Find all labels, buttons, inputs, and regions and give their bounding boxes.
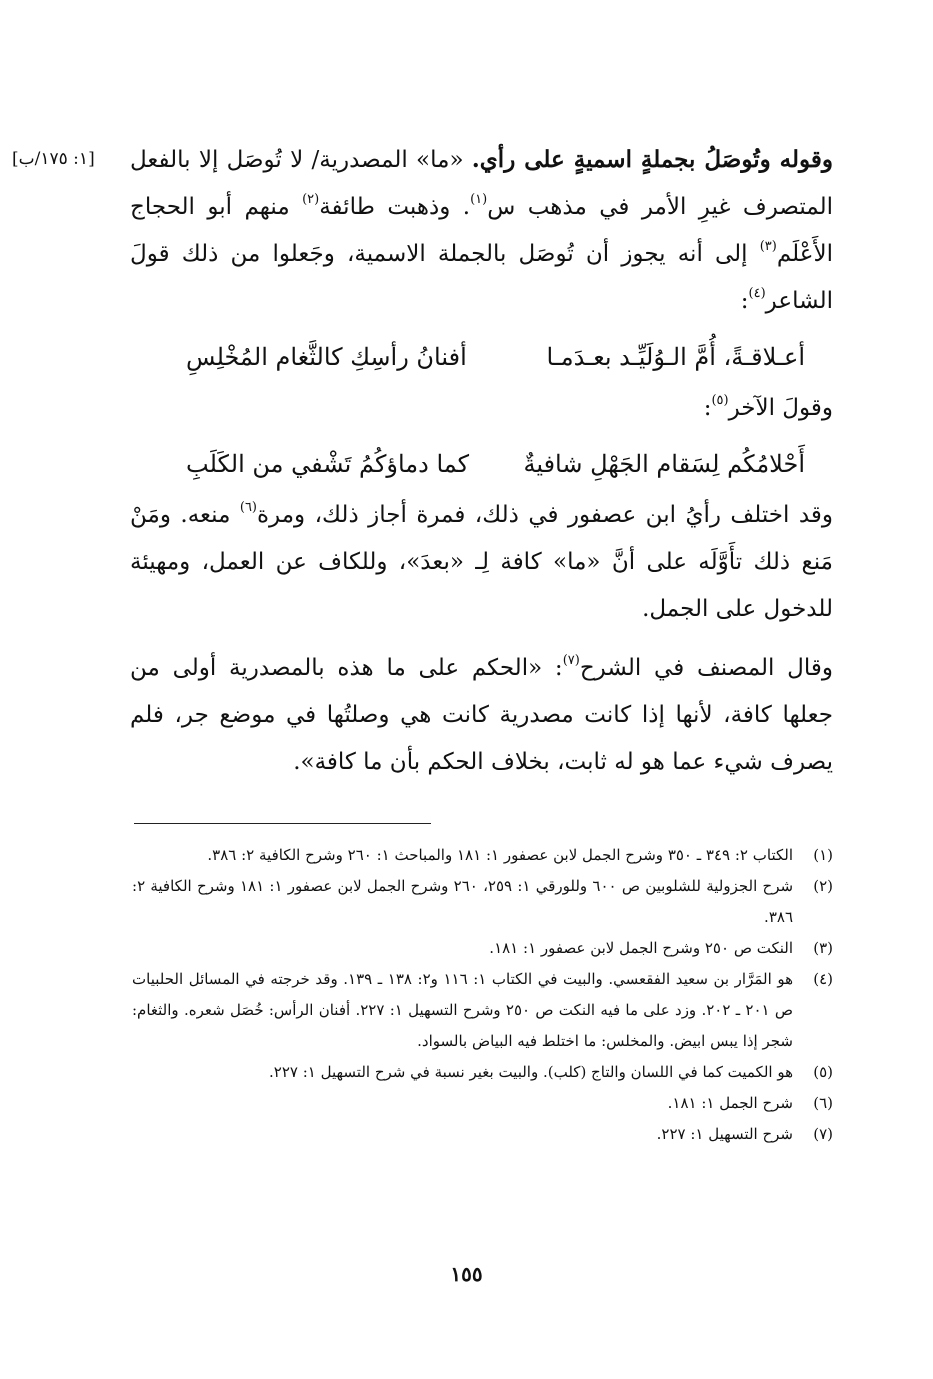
paragraph-2-text-b: : [703, 395, 712, 421]
footnote-number: (٣) [813, 939, 833, 957]
footnote-separator [134, 823, 431, 824]
footnote-text: هو المَرَّار بن سعيد الفقعسي. والبيت في الكتاب ١: ١١٦ و٢: ١٣٨ ـ ١٣٩. وقد خرجته في المسائل الحلبيات ص ٢٠١ ـ ٢٠٢. وزد على ما فيه النكت ص ٢٥٠ وشرح التسهيل ١: ٢٢٧. أفنان الرأس: خُصَل شعره. والثغام: شجر إذا يبس ابيض. والمخلس: ما اختلط فيه البياض بالسواد. [132, 970, 794, 1050]
paragraph-3-text-b: منعه. ومَنْ مَنع ذلك تأَوَّلَه على أنَّ «ما» كافة لِـ «بعدَ»، وللكاف عن العمل، ومهيئة للدخول على الجمل. [130, 502, 833, 622]
footnote-ref-4: (٤) [748, 286, 766, 301]
verse-2-second-hemistich: كما دماؤكُمُ تَشْفي من الكَلَبِ [186, 450, 470, 478]
footnote-number: (١) [813, 846, 833, 864]
footnote-text: شرح التسهيل ١: ٢٢٧. [656, 1125, 793, 1143]
paragraph-1-text-c: منهم أبو الحجاج الأَعْلَم [130, 194, 833, 267]
footnote-ref-2: (٢) [302, 192, 320, 207]
paragraph-3 [130, 492, 833, 633]
footnote-number: (٥) [813, 1063, 833, 1081]
footnote-text: الكتاب ٢: ٣٤٩ ـ ٣٥٠ وشرح الجمل لابن عصفور ١: ١٨١ والمباحث ١: ٢٦٠ وشرح الكافية ٢: ٣٨٦. [207, 846, 793, 864]
footnote-7 [132, 1119, 833, 1150]
footnote-text: النكت ص ٢٥٠ وشرح الجمل لابن عصفور ١: ١٨١. [489, 939, 793, 957]
footnote-ref-6: (٦) [239, 500, 257, 515]
footnote-number: (٧) [813, 1125, 833, 1143]
verse-1-first-hemistich: أعـلاقـةً، أُمَّ الـوُلَيِّـد بعـدَمـا [546, 343, 805, 371]
footnote-2 [132, 871, 833, 933]
verse-2 [130, 438, 833, 490]
footnote-6 [132, 1088, 833, 1119]
main-text [12, 136, 834, 786]
margin-marker: [١: ١٧٥/ب] [12, 149, 95, 169]
paragraph-4-text-a: وقال المصنف في الشرح [579, 655, 833, 681]
verse-1 [130, 331, 833, 383]
verse-2-first-hemistich: أَحْلامُكُم لِسَقام الجَهْلِ شافيةٌ [523, 450, 805, 478]
footnotes [132, 840, 833, 1150]
paragraph-1-text-d: إلى أنه يجوز أن تُوصَل بالجملة الاسمية، وجَعلوا من ذلك قولَ الشاعر [130, 241, 833, 314]
paragraph-1 [12, 136, 834, 325]
paragraph-2 [130, 385, 833, 432]
paragraph-1-text-a: «ما» المصدرية/ لا تُوصَل إلا بالفعل المتصرف غيرِ الأمر في مذهب س [130, 147, 833, 220]
footnote-1 [132, 840, 833, 871]
footnote-ref-1: (١) [470, 192, 488, 207]
paragraph-1-text-e: : [740, 288, 749, 314]
footnote-ref-7: (٧) [562, 653, 580, 668]
footnote-ref-3: (٣) [759, 239, 777, 254]
bold-lemma: وقوله وتُوصَلُ بجملةٍ اسميةٍ على رأي. [471, 146, 834, 173]
paragraph-2-text-a: وقولَ الآخر [728, 395, 833, 421]
page-number: ١٥٥ [450, 1262, 483, 1286]
paragraph-4 [130, 645, 833, 786]
footnote-3 [132, 933, 833, 964]
paragraph-1-text-b: . وذهبت طائفة [319, 194, 471, 220]
footnote-5 [132, 1057, 833, 1088]
footnote-ref-5: (٥) [711, 393, 729, 408]
footnote-4 [132, 964, 833, 1057]
paragraph-4-text-b: : «الحكم على ما هذه بالمصدرية أولى من جعلها كافة، لأنها إذا كانت مصدرية كانت هي وصلتُها في موضع جر، فلم يصرف شيء عما هو له ثابت، بخلاف الحكم بأن ما كافة». [130, 655, 833, 775]
paragraph-3-text-a: وقد اختلف رأيُ ابن عصفور في ذلك، فمرة أجاز ذلك، ومرة [257, 502, 833, 528]
footnote-number: (٦) [813, 1094, 833, 1112]
footnote-text: هو الكميت كما في اللسان والتاج (كلب). والبيت بغير نسبة في شرح التسهيل ١: ٢٢٧. [269, 1063, 793, 1081]
verse-1-second-hemistich: أفنانُ رأسِكِ كالثَّغام المُخْلِسِ [186, 343, 467, 371]
footnote-text: شرح الجزولية للشلوبين ص ٦٠٠ وللورقي ١: ٢٥٩، ٢٦٠ وشرح الجمل لابن عصفور ١: ١٨١ وشرح الكافية ٢: ٣٨٦. [132, 877, 794, 926]
footnote-text: شرح الجمل ١: ١٨١. [667, 1094, 793, 1112]
footnote-number: (٤) [813, 970, 833, 988]
footnote-number: (٢) [813, 877, 833, 895]
